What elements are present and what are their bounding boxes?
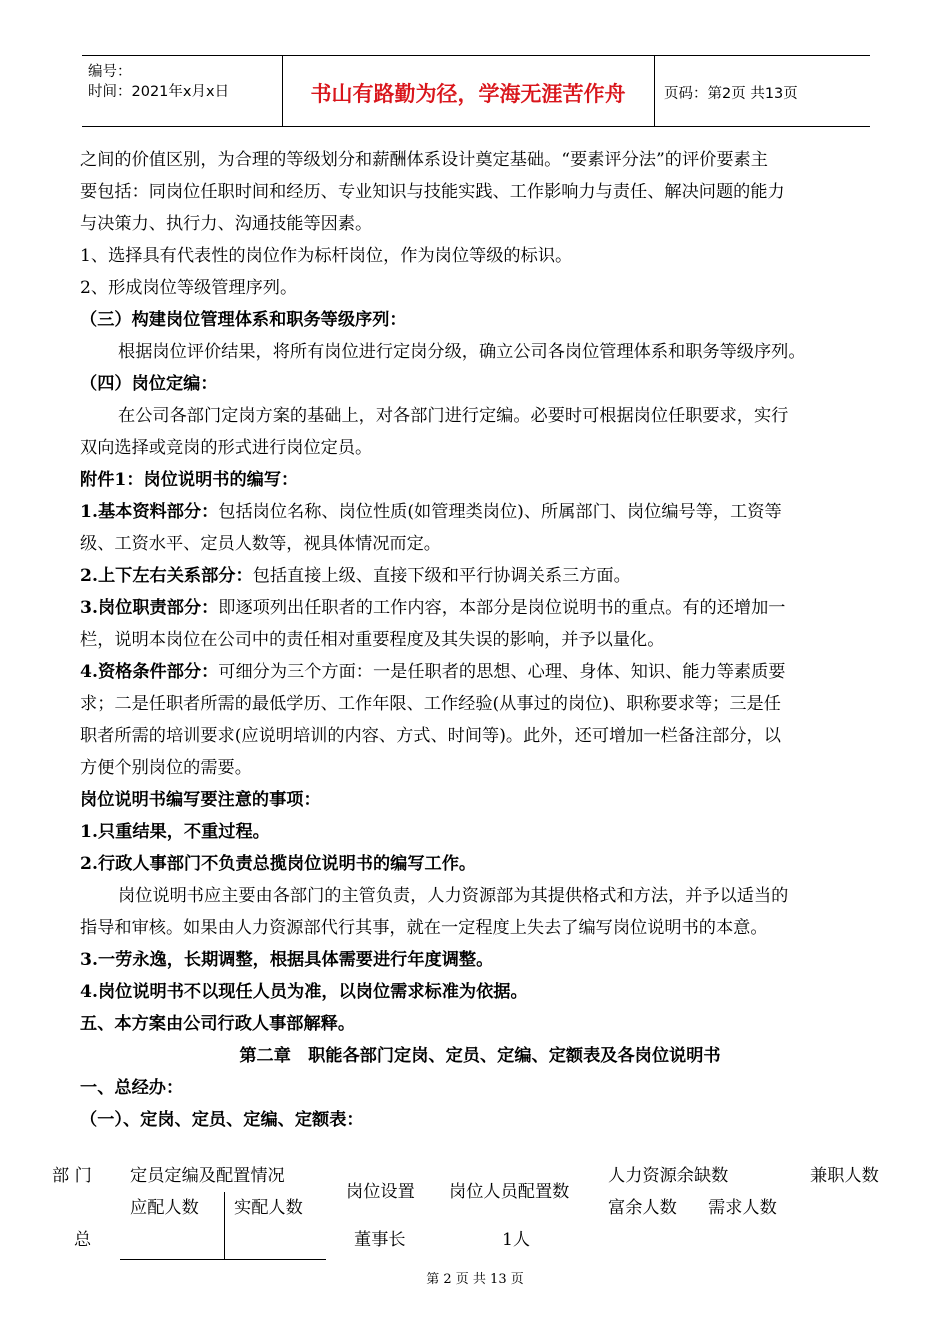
section-heading: （三）构建岗位管理体系和职务等级序列： (80, 310, 407, 330)
list-item (80, 656, 880, 688)
paragraph-line: 岗位说明书应主要由各部门的主管负责，人力资源部为其提供格式和方法，并予以适当的 (118, 886, 789, 906)
section-heading: 岗位说明书编写要注意的事项： (80, 790, 321, 810)
list-item: 1、选择具有代表性的岗位作为标杆岗位，作为岗位等级的标识。 (80, 246, 573, 266)
table-header-staffing: 定员定编及配置情况 (130, 1166, 285, 1186)
table-header-demand: 需求人数 (708, 1198, 777, 1218)
item-title: 2.上下左右关系部分： (80, 566, 253, 586)
list-item: 4.岗位说明书不以现任人员为准，以岗位需求标准为依据。 (80, 982, 528, 1002)
list-item (80, 560, 880, 592)
document-time-label: 时间：2021年x月x日 (88, 84, 230, 100)
item-title: 1.基本资料部分： (80, 502, 219, 522)
table-header-position: 岗位设置 (346, 1182, 415, 1202)
item-text: 即逐项列出任职者的工作内容，本部分是岗位说明书的重点。有的还增加一 (218, 598, 786, 618)
table-header-parttime: 兼职人数 (810, 1166, 879, 1186)
list-item: 3.一劳永逸，长期调整，根据具体需要进行年度调整。 (80, 950, 494, 970)
paragraph-line: 与决策力、执行力、沟通技能等因素。 (80, 214, 373, 234)
paragraph-line: 根据岗位评价结果，将所有岗位进行定岗分级，确立公司各岗位管理体系和职务等级序列。 (118, 342, 806, 362)
paragraph-line: 栏，说明本岗位在公司中的责任相对重要程度及其失误的影响，并予以量化。 (80, 630, 665, 650)
table-rule (224, 1192, 225, 1260)
header-motto: 书山有路勤为径，学海无涯苦作舟 (310, 82, 626, 106)
table-rule (120, 1259, 326, 1260)
paragraph-line: 指导和审核。如果由人力资源部代行其事，就在一定程度上失去了编写岗位说明书的本意。 (80, 918, 768, 938)
header-meta (88, 62, 229, 102)
table-cell-position: 董事长 (354, 1230, 406, 1250)
table-header-department: 部 门 (52, 1166, 92, 1186)
list-item: 2.行政人事部门不负责总揽岗位说明书的编写工作。 (80, 854, 477, 874)
paragraph-line: 要包括：同岗位任职时间和经历、专业知识与技能实践、工作影响力与责任、解决问题的能力 (80, 182, 785, 202)
section-heading: （一）、定岗、定员、定编、定额表： (80, 1110, 364, 1130)
list-item (80, 496, 880, 528)
paragraph-line: 职者所需的培训要求(应说明培训的内容、方式、时间等)。此外，还可增加一栏备注部分，以 (80, 726, 781, 746)
table-header-surplus: 富余人数 (608, 1198, 677, 1218)
paragraph-line: 方便个别岗位的需要。 (80, 758, 252, 778)
paragraph-line: 双向选择或竞岗的形式进行岗位定员。 (80, 438, 373, 458)
paragraph-line: 求；二是任职者所需的最低学历、工作年限、工作经验(从事过的岗位)、职称要求等；三是任 (80, 694, 781, 714)
paragraph-line: 级、工资水平、定员人数等，视具体情况而定。 (80, 534, 441, 554)
page-footer: 第 2 页 共 13 页 (426, 1272, 524, 1287)
attachment-heading: 附件1：岗位说明书的编写： (80, 470, 299, 490)
item-text: 包括直接上级、直接下级和平行协调关系三方面。 (252, 566, 631, 586)
chapter-title: 第二章 职能各部门定岗、定员、定编、定额表及各岗位说明书 (239, 1046, 721, 1066)
section-heading: （四）岗位定编： (80, 374, 218, 394)
item-text: 可细分为三个方面：一是任职者的思想、心理、身体、知识、能力等素质要 (218, 662, 786, 682)
table-cell-department: 总 (74, 1230, 92, 1250)
document-number-label: 编号： (88, 64, 132, 80)
item-title: 4.资格条件部分： (80, 662, 219, 682)
header-page-info: 页码：第2页 共13页 (664, 86, 798, 102)
list-item: 1.只重结果，不重过程。 (80, 822, 270, 842)
list-item: 2、形成岗位等级管理序列。 (80, 278, 298, 298)
page-header (82, 55, 870, 127)
list-item (80, 592, 880, 624)
table-header-hr-gap: 人力资源余缺数 (608, 1166, 729, 1186)
header-divider (654, 56, 655, 126)
document-body (80, 144, 880, 1136)
section-heading: 五、本方案由公司行政人事部解释。 (80, 1014, 356, 1034)
section-heading: 一、总经办： (80, 1078, 184, 1098)
item-title: 3.岗位职责部分： (80, 598, 219, 618)
staffing-table (0, 1152, 950, 1262)
paragraph-line: 在公司各部门定岗方案的基础上，对各部门进行定编。必要时可根据岗位任职要求，实行 (118, 406, 789, 426)
table-cell-position-count: 1人 (502, 1230, 531, 1250)
table-header-position-count: 岗位人员配置数 (449, 1182, 570, 1202)
paragraph-line: 之间的价值区别，为合理的等级划分和薪酬体系设计奠定基础。“要素评分法”的评价要素主 (80, 150, 768, 170)
item-text: 包括岗位名称、岗位性质(如管理类岗位)、所属部门、岗位编号等，工资等 (218, 502, 782, 522)
table-header-planned: 应配人数 (130, 1198, 199, 1218)
table-header-actual: 实配人数 (234, 1198, 303, 1218)
